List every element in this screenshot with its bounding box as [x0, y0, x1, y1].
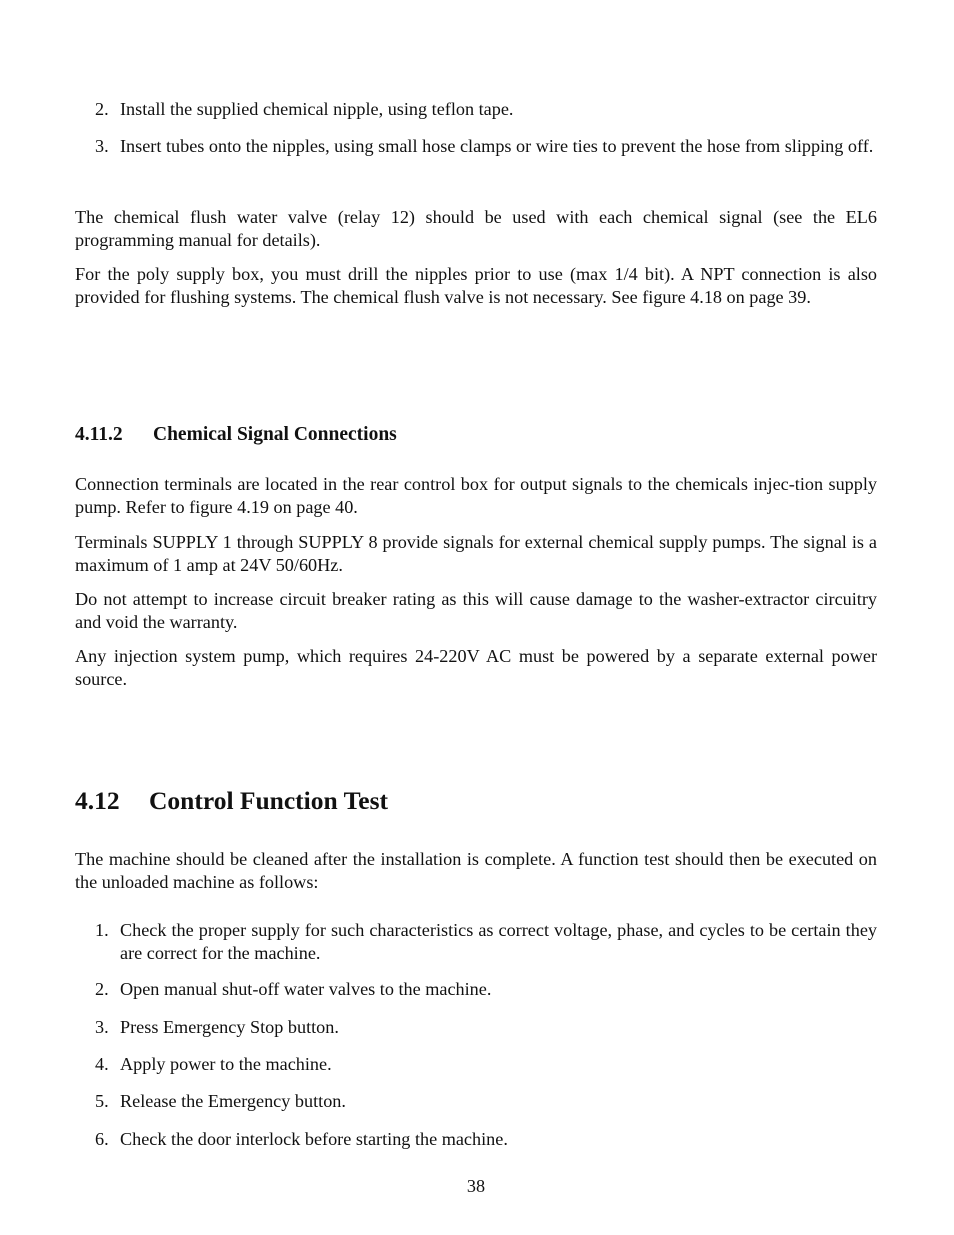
list-item-text: Install the supplied chemical nipple, using teflon tape. — [120, 99, 514, 119]
paragraph-circuit-breaker: Do not attempt to increase circuit breaker rating as this will cause damage to the washer-extractor circuitry and void the warranty. — [75, 589, 877, 632]
list-item — [75, 919, 877, 964]
paragraph-flush-valve: The chemical flush water valve (relay 12) should be used with each chemical signal (see the EL6 programming manual for details). — [75, 207, 877, 250]
list-item-text: Apply power to the machine. — [120, 1054, 332, 1074]
list-item-number: 6. — [95, 1129, 109, 1149]
section-title: Chemical Signal Connections — [153, 424, 397, 445]
section-heading-4-11-2 — [75, 423, 397, 447]
list-item — [75, 98, 877, 121]
paragraph-function-test-intro: The machine should be cleaned after the installation is complete. A function test should then be executed on the unloaded machine as follows: — [75, 849, 877, 892]
section-title: Control Function Test — [149, 786, 388, 815]
list-item-number: 5. — [95, 1091, 109, 1111]
page-number: 38 — [466, 1176, 486, 1196]
list-item-text: Insert tubes onto the nipples, using small hose clamps or wire ties to prevent the hose from slipping off. — [120, 136, 874, 156]
paragraph-injection-pump: Any injection system pump, which requires 24-220V AC must be powered by a separate external power source. — [75, 646, 877, 689]
list-item-number: 1. — [95, 920, 109, 940]
list-item — [75, 1090, 877, 1113]
list-item-number: 2. — [95, 99, 109, 119]
list-item-number: 2. — [95, 979, 109, 999]
list-item-number: 3. — [95, 136, 109, 156]
paragraph-poly-supply: For the poly supply box, you must drill the nipples prior to use (max 1/4 bit). A NPT connection is also provided for flushing systems. The chemical flush valve is not necessary. See figure 4.18 on page 39. — [75, 264, 877, 307]
list-item-number: 4. — [95, 1054, 109, 1074]
section-heading-4-12 — [75, 786, 388, 816]
list-item — [75, 1128, 877, 1151]
section-number: 4.12 — [75, 786, 120, 815]
list-item-text: Check the door interlock before starting the machine. — [120, 1129, 508, 1149]
paragraph-supply-terminals: Terminals SUPPLY 1 through SUPPLY 8 provide signals for external chemical supply pumps. The signal is a maximum of 1 amp at 24V 50/60Hz. — [75, 532, 877, 575]
list-item-text: Open manual shut-off water valves to the machine. — [120, 979, 492, 999]
section-number: 4.11.2 — [75, 424, 123, 445]
list-item — [75, 135, 877, 158]
paragraph-connection-terminals: Connection terminals are located in the rear control box for output signals to the chemicals injec-tion supply pump. Refer to figure 4.19 on page 40. — [75, 474, 877, 517]
list-item-text: Check the proper supply for such characteristics as correct voltage, phase, and cycles to be certain they are correct for the machine. — [120, 920, 877, 963]
list-item — [75, 978, 877, 1001]
list-item-number: 3. — [95, 1017, 109, 1037]
list-item-text: Release the Emergency button. — [120, 1091, 346, 1111]
list-item — [75, 1016, 877, 1039]
list-item-text: Press Emergency Stop button. — [120, 1017, 339, 1037]
list-item — [75, 1053, 877, 1076]
